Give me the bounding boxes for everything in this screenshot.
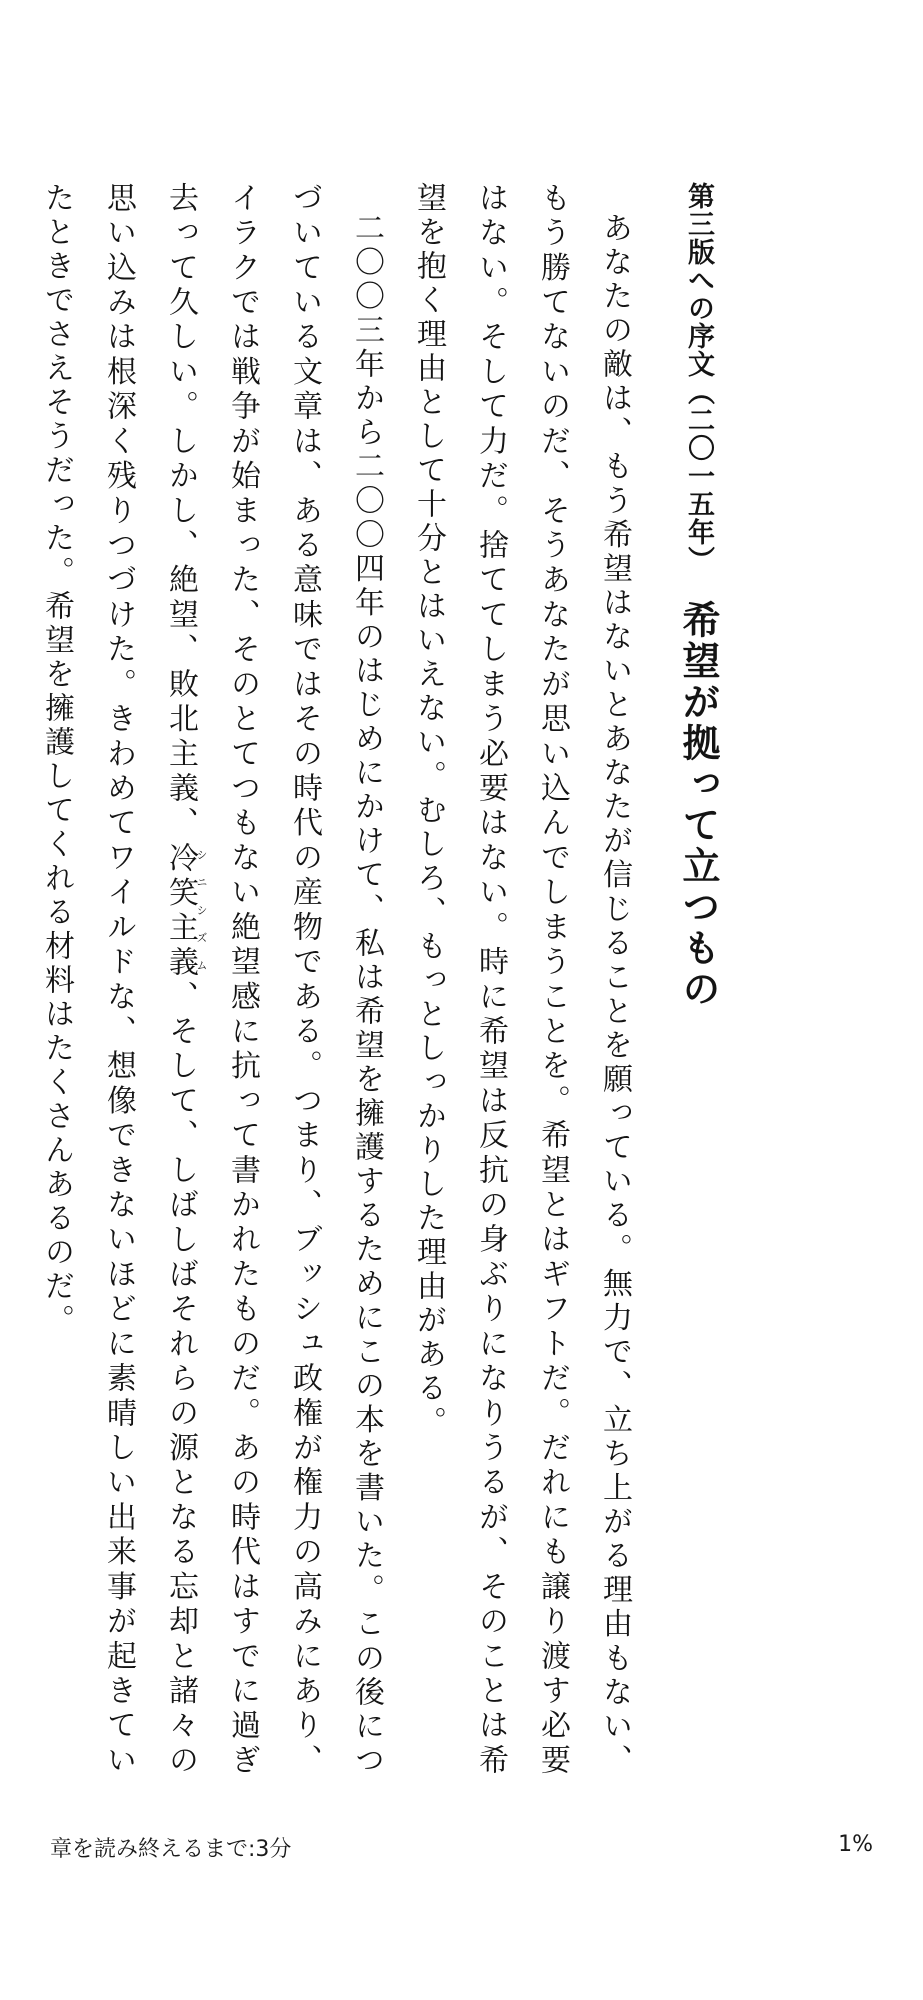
body-paragraph: [25, 182, 397, 1778]
page-content[interactable]: [25, 182, 883, 1778]
ruby-annotation: [163, 841, 208, 981]
vertical-text-column: [25, 182, 721, 1778]
ruby-reading: シニシズム: [195, 841, 208, 980]
paragraph-text: 二〇〇三年から二〇〇四年のはじめにかけて、私は希望を擁護するためにこの本を書いた。この後につづいている文章は、ある意味ではその時代の産物である。つまり、ブッシュ政権が権力の高みにあり、イラクでは戦争が始まった、そのとてつもない絶望感に抗って書かれたものだ。あの時代はすでに過ぎ去って久しい。しかし、絶望、敗北主義、: [163, 182, 384, 1778]
body-paragraph: あなたの敵は、もう希望はないとあなたが信じることを願っている。無力で、立ち上がる理由もない、もう勝てないのだ、そうあなたが思い込んでしまうことを。希望とはギフトだ。だれにも譲り渡す必要はない。そして力だ。捨ててしまう必要はない。時に希望は反抗の身ぶりになりうるが、そのことは希望を抱く理由として十分とはいえない。むしろ、もっとしっかりした理由がある。: [411, 182, 632, 1778]
chapter-subtitle: 第三版への序文（二〇一五年）: [683, 182, 714, 574]
chapter-title: 希望が拠って立つもの: [676, 600, 721, 1010]
progress-percentage: 1%: [838, 1832, 873, 1857]
chapter-heading: [676, 182, 721, 1778]
reading-status-bar: [0, 1832, 923, 1872]
time-remaining-label: 章を読み終えるまで:3分: [50, 1837, 292, 1862]
ruby-base: 冷笑主義: [163, 841, 198, 981]
paragraph-text: 、そして、しばしばそれらの源となる忘却と諸々の思い込みは根深く残りつづけた。きわめてワイルドな、想像できないほどに素晴しい出来事が起きていたときでさえそうだった。希望を擁護してくれる材料はたくさんあるのだ。: [39, 182, 198, 1778]
